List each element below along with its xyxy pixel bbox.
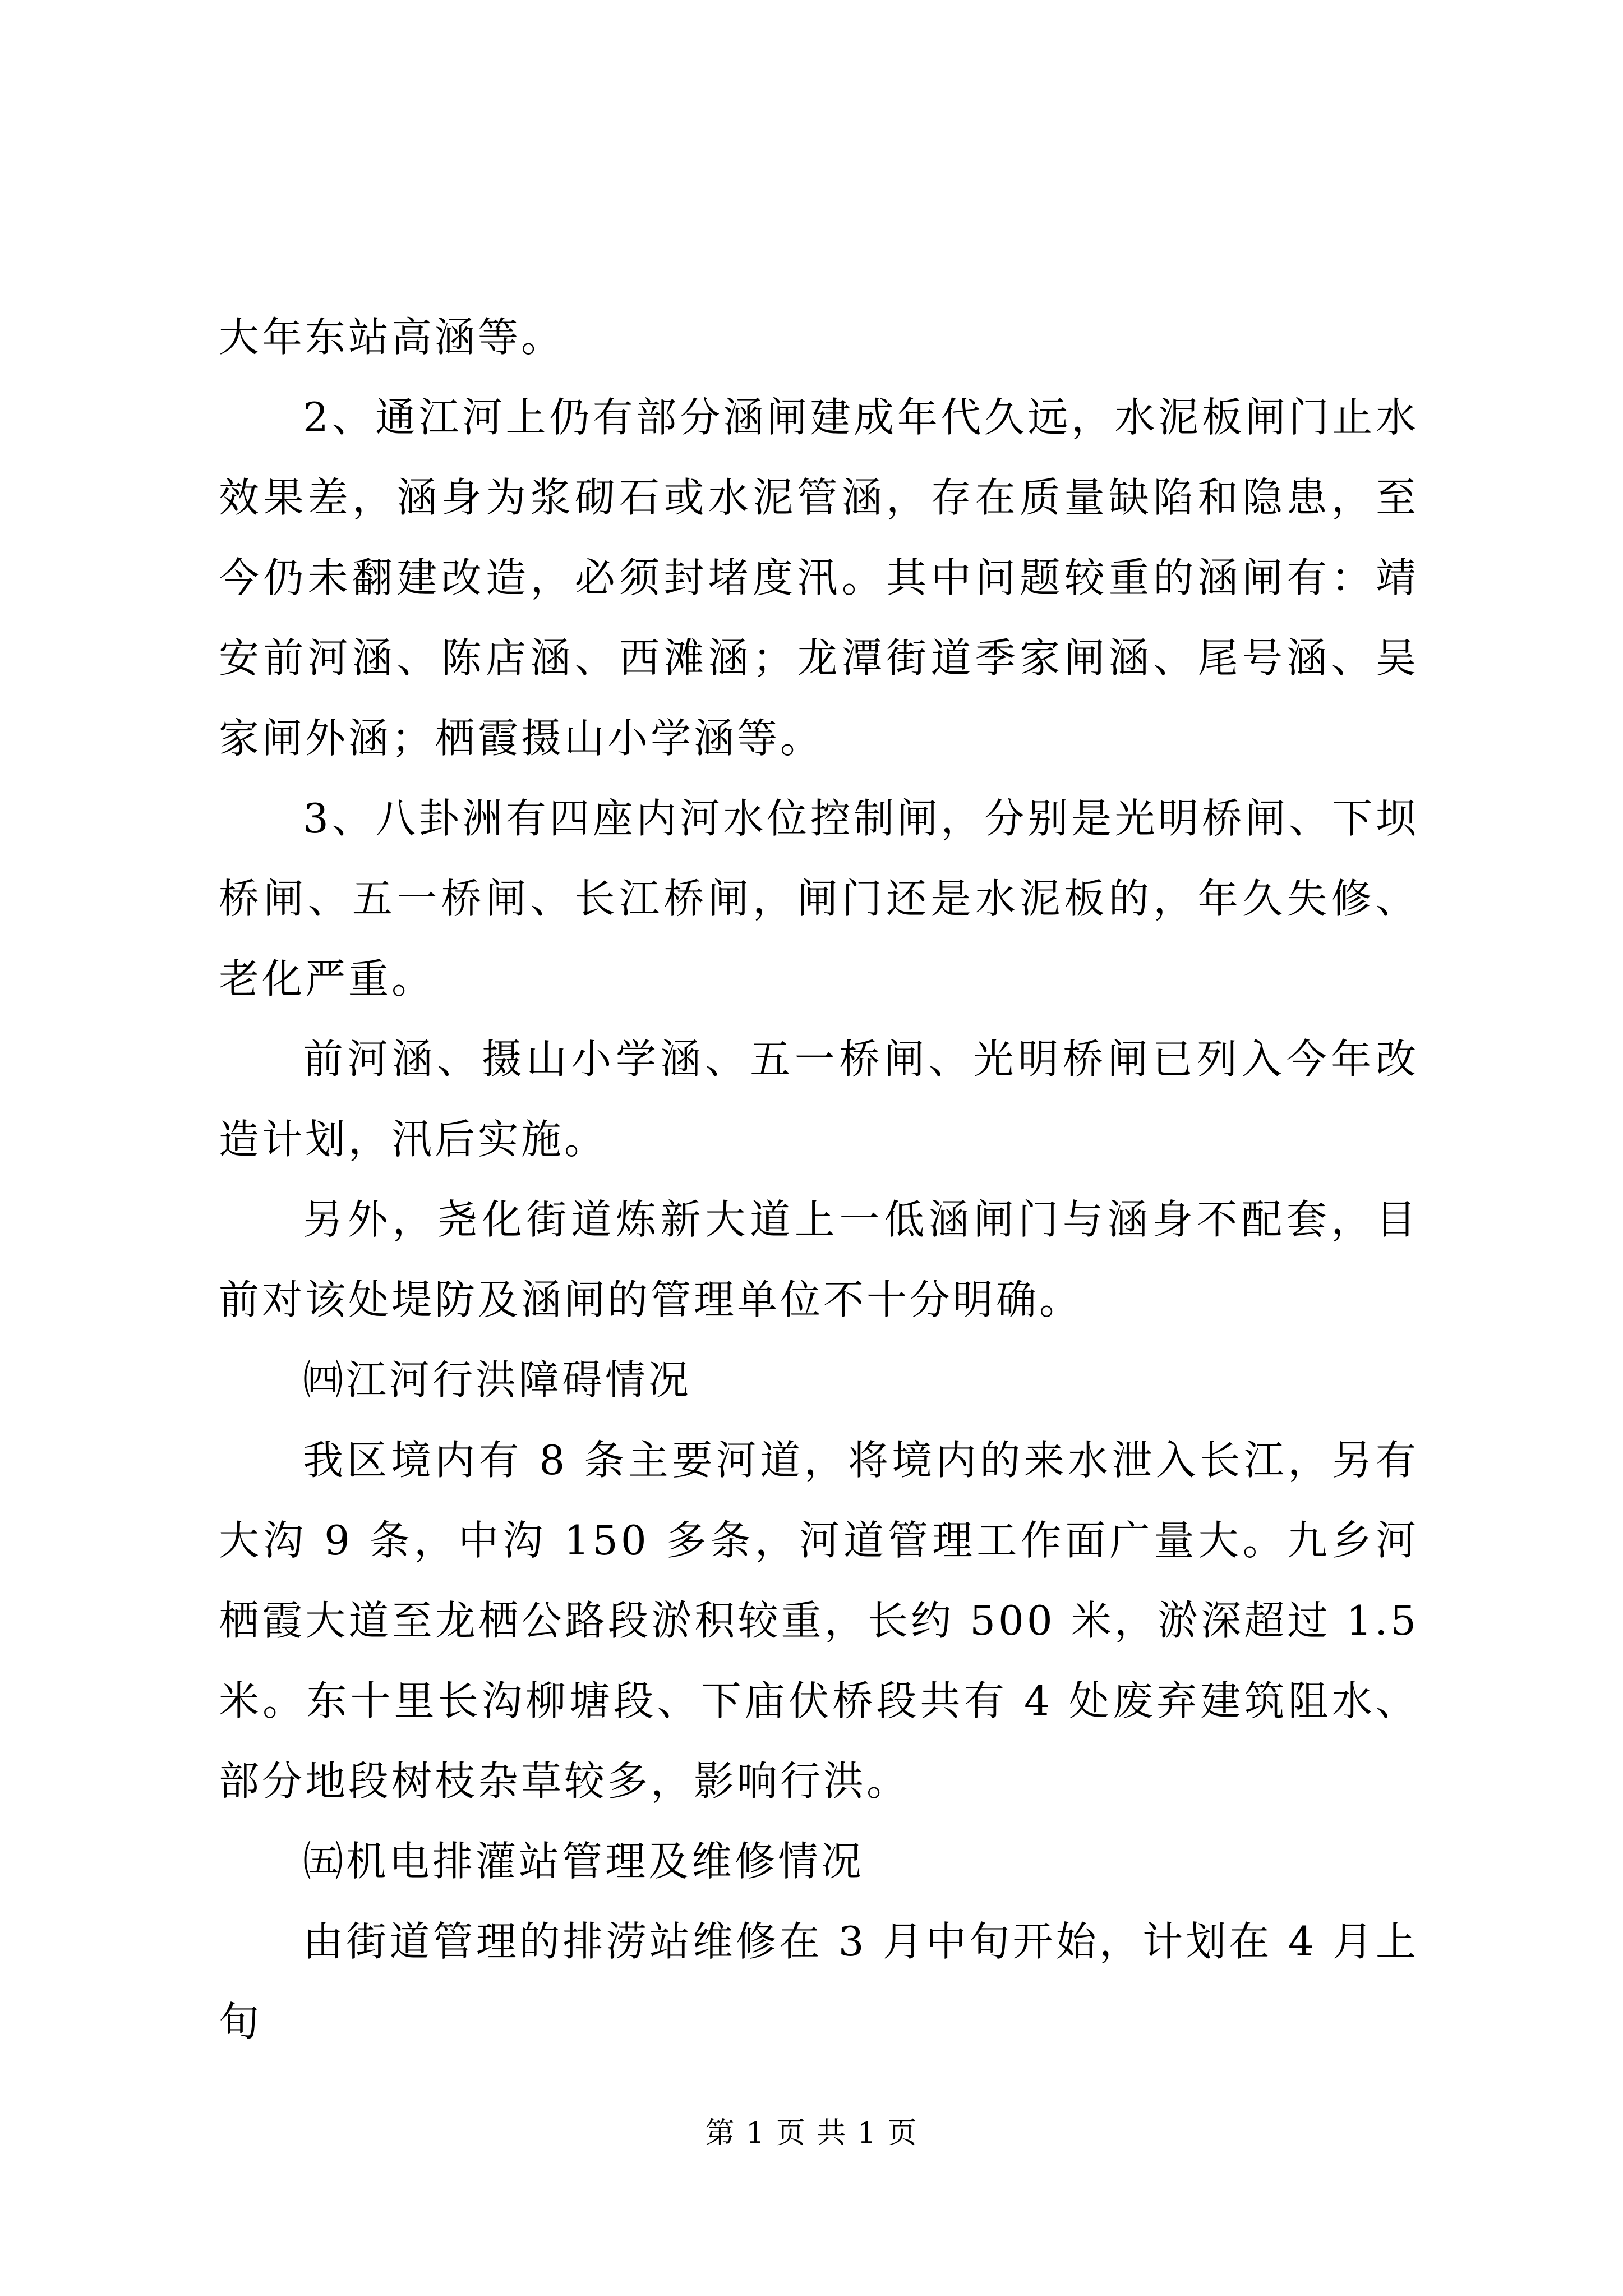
section-heading-5: ㈤机电排灌站管理及维修情况 [303, 1838, 865, 1885]
document-body [219, 297, 1419, 2062]
paragraph-1: 大年东站高涵等。 [219, 314, 565, 361]
paragraph-3: 3、八卦洲有四座内河水位控制闸，分别是光明桥闸、下坝桥闸、五一桥闸、长江桥闸，闸门还是水泥板的，年久失修、老化严重。 [219, 795, 1419, 1002]
page-footer: 第 1 页 共 1 页 [705, 2116, 918, 2150]
paragraph-2: 2、通江河上仍有部分涵闸建成年代久远，水泥板闸门止水效果差，涵身为浆砌石或水泥管涵，存在质量缺陷和隐患，至今仍未翻建改造，必须封堵度汛。其中问题较重的涵闸有：靖安前河涵、陈店涵、西滩涵；龙潭街道季家闸涵、尾号涵、吴家闸外涵；栖霞摄山小学涵等。 [219, 394, 1419, 762]
paragraph-5: 另外，尧化街道炼新大道上一低涵闸门与涵身不配套，目前对该处堤防及涵闸的管理单位不十分明确。 [219, 1196, 1419, 1323]
paragraph-6: 我区境内有 8 条主要河道，将境内的来水泄入长江，另有大沟 9 条，中沟 150 多条，河道管理工作面广量大。九乡河栖霞大道至龙栖公路段淤积较重，长约 500 米，淤深超过 1.5 米。东十里长沟柳塘段、下庙伏桥段共有 4 处废弃建筑阻水、部分地段树枝杂草较多，影响行洪。 [219, 1437, 1419, 1805]
section-heading-4: ㈣江河行洪障碍情况 [303, 1356, 692, 1404]
paragraph-7: 由街道管理的排涝站维修在 3 月中旬开始，计划在 4 月上旬 [219, 1918, 1419, 2045]
paragraph-4: 前河涵、摄山小学涵、五一桥闸、光明桥闸已列入今年改造计划，汛后实施。 [219, 1036, 1419, 1163]
